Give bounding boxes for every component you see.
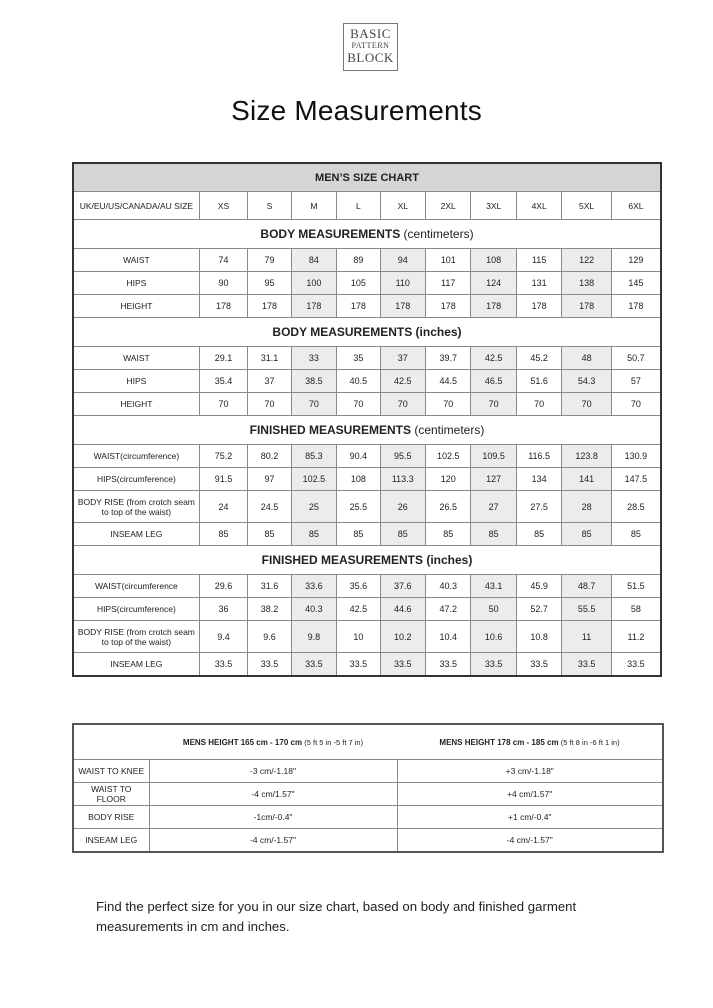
measurement-value: 9.4 [199,621,247,653]
adjustment-row [73,806,663,829]
measurement-label: WAIST(circumference) [73,445,199,468]
measurement-value: 80.2 [248,445,291,468]
short-height-value: -3 cm/-1.18" [149,760,397,783]
measurement-value: 24 [199,491,247,523]
measurement-label: BODY RISE (from crotch seam to top of the waist) [73,491,199,523]
measurement-value: 43.1 [471,575,516,598]
measurement-value: 33.6 [291,575,336,598]
measurement-value: 108 [471,249,516,272]
size-header-cell: 4XL [516,192,561,220]
measurement-value: 42.5 [471,347,516,370]
measurement-value: 130.9 [611,445,661,468]
measurement-value: 70 [471,393,516,416]
measurement-value: 37 [248,370,291,393]
measurement-value: 178 [426,295,471,318]
measurement-value: 97 [248,468,291,491]
table-row [73,653,661,677]
measurement-label: INSEAM LEG [73,653,199,677]
brand-logo [343,23,398,71]
measurement-value: 108 [337,468,380,491]
table-row [73,621,661,653]
measurement-value: 74 [199,249,247,272]
size-header-cell: 3XL [471,192,516,220]
section-header-row [73,416,661,445]
table-row [73,598,661,621]
short-height-value: -4 cm/1.57" [149,783,397,806]
section-header-row [73,220,661,249]
measurement-value: 84 [291,249,336,272]
measurement-value: 39.7 [426,347,471,370]
measurement-value: 44.5 [426,370,471,393]
measurement-value: 33.5 [337,653,380,677]
adjustment-label: WAIST TO KNEE [73,760,149,783]
measurement-value: 40.5 [337,370,380,393]
measurement-value: 25.5 [337,491,380,523]
measurement-value: 178 [471,295,516,318]
table-row [73,468,661,491]
measurement-value: 38.5 [291,370,336,393]
measurement-value: 33.5 [611,653,661,677]
measurement-value: 70 [611,393,661,416]
measurement-label: HEIGHT [73,393,199,416]
measurement-label: BODY RISE (from crotch seam to top of the waist) [73,621,199,653]
short-height-value: -1cm/-0.4" [149,806,397,829]
measurement-value: 113.3 [380,468,425,491]
measurement-label: HIPS(circumference) [73,598,199,621]
section-header-row [73,546,661,575]
measurement-value: 38.2 [248,598,291,621]
measurement-value: 28 [562,491,611,523]
measurement-value: 29.6 [199,575,247,598]
measurement-value: 33.5 [516,653,561,677]
measurement-value: 115 [516,249,561,272]
measurement-value: 42.5 [380,370,425,393]
tall-height-value: +4 cm/1.57" [397,783,663,806]
measurement-value: 141 [562,468,611,491]
measurement-value: 55.5 [562,598,611,621]
section-title [73,546,661,575]
measurement-value: 33.5 [426,653,471,677]
measurement-value: 138 [562,272,611,295]
section-title-main: BODY MEASUREMENTS (inches) [272,325,462,339]
size-header-cell: 5XL [562,192,611,220]
measurement-label: WAIST [73,347,199,370]
measurement-value: 10 [337,621,380,653]
measurement-value: 26 [380,491,425,523]
measurement-value: 85 [337,523,380,546]
logo-line-3: BLOCK [347,50,394,65]
measurement-value: 26.5 [426,491,471,523]
table-row [73,272,661,295]
measurement-value: 33.5 [471,653,516,677]
measurement-value: 33.5 [562,653,611,677]
measurement-value: 11.2 [611,621,661,653]
measurement-value: 45.2 [516,347,561,370]
measurement-value: 120 [426,468,471,491]
measurement-value: 91.5 [199,468,247,491]
measurement-value: 58 [611,598,661,621]
measurement-value: 40.3 [426,575,471,598]
tall-height-feet: (5 ft 8 in -6 ft 1 in) [560,737,620,747]
measurement-value: 122 [562,249,611,272]
measurement-value: 134 [516,468,561,491]
table-row [73,491,661,523]
measurement-value: 24.5 [248,491,291,523]
section-title [73,416,661,445]
measurement-value: 31.6 [248,575,291,598]
measurement-value: 127 [471,468,516,491]
table-row [73,575,661,598]
measurement-value: 35.6 [337,575,380,598]
height-adjustment-table [72,723,664,853]
short-height-value: -4 cm/-1.57" [149,829,397,853]
measurement-value: 85 [471,523,516,546]
measurement-value: 47.2 [426,598,471,621]
size-header-cell: XS [199,192,247,220]
measurement-value: 110 [380,272,425,295]
measurement-value: 9.6 [248,621,291,653]
short-height-label: MENS HEIGHT 165 cm - 170 cm [182,737,303,747]
measurement-value: 85 [248,523,291,546]
measurement-value: 95.5 [380,445,425,468]
measurement-value: 75.2 [199,445,247,468]
measurement-value: 178 [611,295,661,318]
measurement-value: 85 [611,523,661,546]
adjustment-label: WAIST TO FLOOR [73,783,149,806]
tall-height-header [397,724,663,760]
tall-height-label: MENS HEIGHT 178 cm - 185 cm [439,737,559,747]
adjustment-row [73,783,663,806]
measurement-value: 70 [337,393,380,416]
measurement-value: 102.5 [426,445,471,468]
table-row [73,393,661,416]
measurement-value: 90.4 [337,445,380,468]
measurement-value: 31.1 [248,347,291,370]
measurement-value: 28.5 [611,491,661,523]
measurement-value: 42.5 [337,598,380,621]
measurement-value: 94 [380,249,425,272]
measurement-value: 9.8 [291,621,336,653]
measurement-value: 70 [380,393,425,416]
measurement-value: 51.5 [611,575,661,598]
measurement-value: 105 [337,272,380,295]
tall-height-value: +3 cm/-1.18" [397,760,663,783]
adjustment-label: BODY RISE [73,806,149,829]
measurement-value: 124 [471,272,516,295]
size-header-cell: M [291,192,336,220]
measurement-value: 57 [611,370,661,393]
measurement-value: 101 [426,249,471,272]
measurement-value: 131 [516,272,561,295]
measurement-value: 85 [426,523,471,546]
measurement-value: 10.4 [426,621,471,653]
size-header-cell: XL [380,192,425,220]
measurement-label: INSEAM LEG [73,523,199,546]
measurement-value: 90 [199,272,247,295]
measurement-value: 70 [562,393,611,416]
measurement-value: 79 [248,249,291,272]
measurement-value: 145 [611,272,661,295]
measurement-label: HIPS [73,272,199,295]
section-title-main: FINISHED MEASUREMENTS (inches) [261,553,473,567]
footer-description: Find the perfect size for you in our size chart, based on body and finished garment measurements in cm and inches. [96,899,577,934]
measurement-value: 33.5 [291,653,336,677]
measurement-value: 109.5 [471,445,516,468]
measurement-value: 116.5 [516,445,561,468]
measurement-value: 40.3 [291,598,336,621]
table-row [73,523,661,546]
measurement-value: 178 [562,295,611,318]
measurement-value: 178 [380,295,425,318]
table-row [73,249,661,272]
measurement-value: 102.5 [291,468,336,491]
chart-title: MEN’S SIZE CHART [73,163,661,192]
adjustment-row [73,829,663,853]
measurement-value: 37 [380,347,425,370]
measurement-value: 117 [426,272,471,295]
size-header-row [73,192,661,220]
measurement-value: 178 [248,295,291,318]
tall-height-value: -4 cm/-1.57" [397,829,663,853]
size-system-label: UK/EU/US/CANADA/AU SIZE [73,192,199,220]
section-title-main: BODY MEASUREMENTS [260,227,401,241]
measurement-value: 51.6 [516,370,561,393]
measurement-value: 178 [291,295,336,318]
measurement-value: 33 [291,347,336,370]
chart-title-row [73,163,661,192]
measurement-value: 89 [337,249,380,272]
measurement-value: 178 [199,295,247,318]
measurement-value: 100 [291,272,336,295]
measurement-value: 54.3 [562,370,611,393]
section-title [73,318,661,347]
table-row [73,347,661,370]
measurement-value: 85 [380,523,425,546]
measurement-label: HIPS [73,370,199,393]
size-header-cell: 6XL [611,192,661,220]
measurement-value: 85.3 [291,445,336,468]
measurement-value: 85 [562,523,611,546]
short-height-header [149,724,397,760]
measurement-value: 48 [562,347,611,370]
logo-line-2: PATTERN [351,41,390,50]
measurement-value: 85 [199,523,247,546]
measurement-value: 33.5 [199,653,247,677]
adjustment-label: INSEAM LEG [73,829,149,853]
measurement-value: 29.1 [199,347,247,370]
measurement-value: 10.6 [471,621,516,653]
measurement-value: 25 [291,491,336,523]
page-title: Size Measurements [231,95,482,126]
measurement-value: 147.5 [611,468,661,491]
measurement-value: 45.9 [516,575,561,598]
measurement-value: 27.5 [516,491,561,523]
measurement-label: HIPS(circumference) [73,468,199,491]
measurement-value: 37.6 [380,575,425,598]
tall-height-value: +1 cm/-0.4" [397,806,663,829]
measurement-value: 70 [516,393,561,416]
short-height-feet: (5 ft 5 in -5 ft 7 in) [304,737,364,747]
measurement-value: 46.5 [471,370,516,393]
measurement-value: 85 [516,523,561,546]
measurement-value: 129 [611,249,661,272]
section-header-row [73,318,661,347]
measurement-value: 50 [471,598,516,621]
table-row [73,370,661,393]
size-header-cell: 2XL [426,192,471,220]
measurement-value: 10.8 [516,621,561,653]
measurement-label: HEIGHT [73,295,199,318]
measurement-label: WAIST(circumference [73,575,199,598]
measurement-value: 50.7 [611,347,661,370]
adjustment-header-blank [73,724,149,760]
table-row [73,445,661,468]
section-title [73,220,661,249]
measurement-value: 95 [248,272,291,295]
measurement-value: 35.4 [199,370,247,393]
logo-line-1: BASIC [350,26,391,41]
section-title-unit: (centimeters) [410,423,485,437]
table-row [73,295,661,318]
measurement-label: WAIST [73,249,199,272]
size-header-cell: S [248,192,291,220]
measurement-value: 178 [337,295,380,318]
size-header-cell: L [337,192,380,220]
measurement-value: 36 [199,598,247,621]
measurement-value: 48.7 [562,575,611,598]
measurement-value: 52.7 [516,598,561,621]
measurement-value: 70 [426,393,471,416]
measurement-value: 27 [471,491,516,523]
adjustment-header-row [73,724,663,760]
measurement-value: 70 [248,393,291,416]
adjustment-row [73,760,663,783]
measurement-value: 44.6 [380,598,425,621]
measurement-value: 85 [291,523,336,546]
measurement-value: 33.5 [380,653,425,677]
measurement-value: 35 [337,347,380,370]
measurement-value: 178 [516,295,561,318]
measurement-value: 70 [291,393,336,416]
measurement-value: 123.8 [562,445,611,468]
measurement-value: 70 [199,393,247,416]
section-title-main: FINISHED MEASUREMENTS [249,423,411,437]
size-chart-table [72,162,662,677]
section-title-unit: (centimeters) [400,227,474,241]
measurement-value: 11 [562,621,611,653]
measurement-value: 33.5 [248,653,291,677]
measurement-value: 10.2 [380,621,425,653]
